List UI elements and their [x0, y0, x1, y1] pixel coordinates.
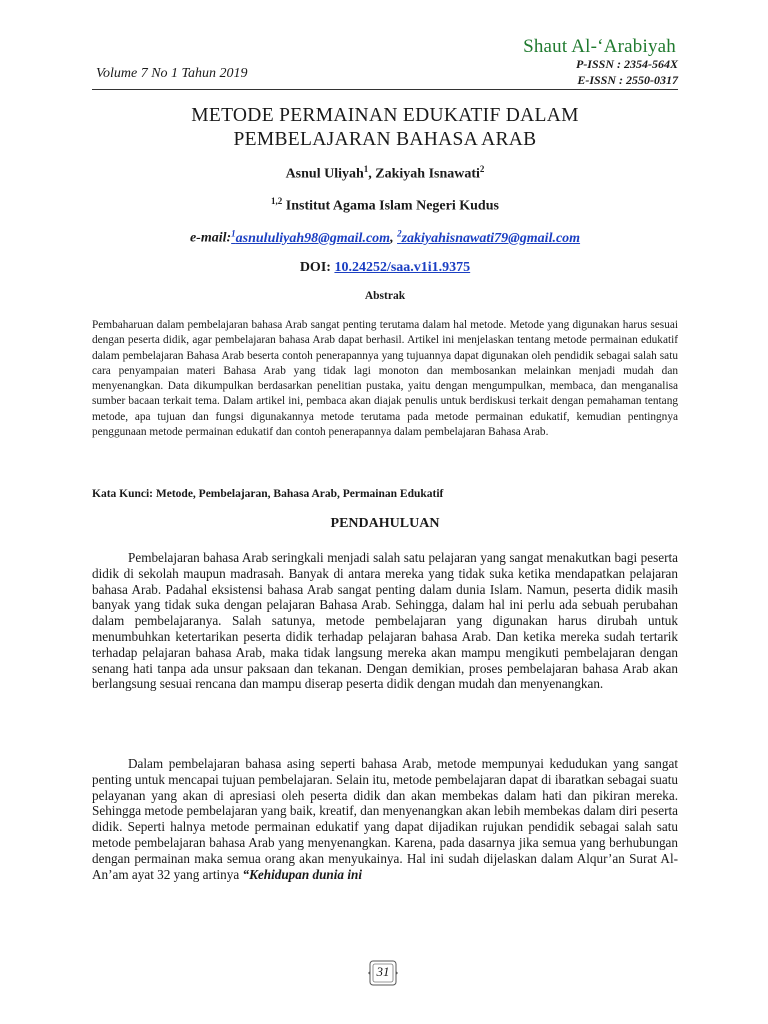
title-line-1: METODE PERMAINAN EDUKATIF DALAM	[191, 105, 579, 126]
doi-label: DOI:	[299, 260, 335, 275]
affiliation-sup: 1,2	[271, 196, 283, 206]
email-label: e-mail:	[189, 230, 232, 246]
p-issn: P-ISSN : 2354-564X	[575, 57, 678, 71]
abstract-heading: Abstrak	[364, 290, 406, 302]
e-issn: E-ISSN : 2550-0317	[577, 73, 678, 87]
author-2: Zakiyah Isnawati	[375, 166, 480, 182]
author-1-sup: 1	[363, 164, 369, 174]
paragraph-2	[92, 756, 678, 882]
authors	[92, 164, 678, 183]
section-heading: PENDAHULUAN	[330, 516, 440, 531]
volume-info: Volume 7 No 1 Tahun 2019	[96, 66, 248, 81]
email-line	[92, 228, 678, 247]
page-number-ornament	[367, 958, 399, 988]
doi-line	[92, 260, 678, 276]
title-line-2: PEMBELAJARAN BAHASA ARAB	[233, 129, 537, 150]
header-divider	[92, 89, 678, 90]
paragraph-2-text: Dalam pembelajaran bahasa asing seperti bahasa Arab, metode mempunyai kedudukan yang sangat penting untuk mencapai tujuan pembelajaran. Selain itu, metode pembelajaran dapat di ibaratkan sebagai suatu pelayanan yang akan di apresiasi oleh peserta didik dan akan membekas dalam hati dan pikiran mereka. Sehingga metode pembelajaran yang baik, kreatif, dan menyenangkan akan lebih membekas dalam diri peserta didik. Seperti halnya metode permainan edukatif yang dapat dijadikan rujukan pendidik sebagai salah satu metode pembelajaran bahasa Arab yang menyenangkan. Karena, pada dasarnya jika semua yang berhubungan dengan permainan maka semua orang akan menyukainya. Hal ini sudah dijelaskan dalam Alqur’an Surat Al-An’am ayat 32 yang artinya	[92, 756, 678, 882]
doi-link[interactable]: 10.24252/saa.v1i1.9375	[334, 260, 471, 275]
journal-name: Shaut Al-‘Arabiyah	[523, 36, 676, 57]
author-1: Asnul Uliyah	[285, 166, 364, 182]
issn-block	[576, 56, 678, 88]
paragraph-1: Pembelajaran bahasa Arab seringkali menjadi salah satu pelajaran yang sangat menakutkan bagi peserta didik di sekolah maupun madrasah. Banyak di antara mereka yang tidak suka ketika mendapatkan pelajaran bahasa Arab. Padahal eksistensi bahasa Arab sangat penting dalam dunia Islam. Namun, peserta didik masih banyak yang tidak suka dengan pelajaran Bahasa Arab. Sehingga, dalam hal ini perlu ada sebuah perubahan dalam pembelajaranya. Salah satunya, metode pembelajaran yang digunakan harus dirubah untuk menumbuhkan ketertarikan peserta didik terhadap pelajaran bahasa Arab. Dan ketika mereka sudah tertarik terhadap pelajaran bahasa Arab, maka tidak langsung mereka akan mampu mengikuti pembelajaran dengan senang hati tanpa ada unsur paksaan dan tekanan. Dengan demikian, proses pembelajaran bahasa Arab akan berlangsung sesuai rencana dan mampu diserap peserta didik dengan mudah dan menyenangkan.	[92, 550, 678, 692]
email-link-2[interactable]	[397, 228, 581, 246]
email-1: asnululiyah98@gmail.com	[235, 230, 391, 246]
author-2-sup: 2	[479, 164, 485, 174]
email-link-1[interactable]	[231, 228, 391, 246]
article-title	[92, 104, 678, 152]
email-1-sup: 1	[231, 228, 236, 238]
email-2-sup: 2	[397, 228, 402, 238]
paragraph-2-quote: “Kehidupan dunia ini	[242, 866, 362, 882]
page-number: 31	[376, 964, 390, 979]
affiliation	[92, 196, 678, 215]
keywords: Kata Kunci: Metode, Pembelajaran, Bahasa Arab, Permainan Edukatif	[92, 488, 444, 500]
email-2: zakiyahisnawati79@gmail.com	[401, 230, 581, 246]
affiliation-text: Institut Agama Islam Negeri Kudus	[282, 198, 499, 214]
email-separator: ,	[390, 230, 398, 246]
abstract-text: Pembaharuan dalam pembelajaran bahasa Arab sangat penting terutama dalam hal metode. Metode yang digunakan harus sesuai dengan peserta didik, agar pembelajaran bahasa Arab dapat berhasil. Artikel ini menjelaskan tentang metode permainan edukatif dalam pembelajaran Bahasa Arab beserta contoh penerapannya yang tujuannya dapat digunakan oleh pendidik sebagai salah satu cara penyampaian materi Bahasa Arab yang tidak lagi monoton dan membosankan melainkan menjadi mudah dan menyenangkan. Data dikumpulkan berdasarkan penelitian pustaka, yaitu dengan mengumpulkan, membaca, dan menganalisa sumber bacaan terkait tema. Dalam artikel ini, pembaca akan diajak penulis untuk berdiskusi terkait dengan pemahaman tentang metode, apa tujuan dan fungsi digunakannya metode terutama pada metode permainan edukatif, kemudian pentingnya penggunaan metode permainan edukatif dan contoh penerapannya dalam pembelajaran Bahasa Arab.	[92, 319, 678, 439]
author-separator: ,	[368, 166, 376, 182]
